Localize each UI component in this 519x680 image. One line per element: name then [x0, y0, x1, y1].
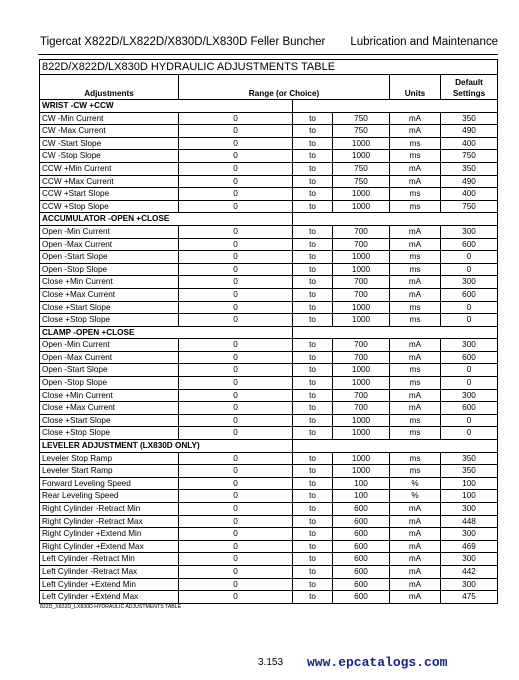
range-from: 0 [179, 477, 293, 490]
range-to: to [293, 477, 333, 490]
table-row [40, 238, 498, 251]
row-name: Leveler Start Ramp [40, 465, 179, 478]
page-number: 3.153 [258, 657, 284, 668]
range-max: 750 [333, 125, 390, 138]
unit-cell: mA [390, 339, 441, 352]
range-from: 0 [179, 553, 293, 566]
table-row [40, 225, 498, 238]
range-to: to [293, 503, 333, 516]
range-to: to [293, 364, 333, 377]
default-value: 0 [441, 414, 498, 427]
row-name: CCW +Max Current [40, 175, 179, 188]
range-from: 0 [179, 225, 293, 238]
range-from: 0 [179, 389, 293, 402]
table-row [40, 528, 498, 541]
range-max: 1000 [333, 314, 390, 327]
unit-cell: mA [390, 540, 441, 553]
default-value: 442 [441, 565, 498, 578]
range-max: 1000 [333, 364, 390, 377]
range-from: 0 [179, 515, 293, 528]
table-row [40, 288, 498, 301]
default-value: 600 [441, 351, 498, 364]
column-header-default-settings [441, 75, 498, 100]
range-max: 1000 [333, 263, 390, 276]
unit-cell: mA [390, 288, 441, 301]
unit-cell: ms [390, 200, 441, 213]
row-name: Right Cylinder -Retract Min [40, 503, 179, 516]
table-row [40, 515, 498, 528]
range-max: 100 [333, 477, 390, 490]
range-max: 700 [333, 288, 390, 301]
range-from: 0 [179, 112, 293, 125]
row-name: Close +Stop Slope [40, 427, 179, 440]
section-blank [293, 213, 498, 226]
default-value: 448 [441, 515, 498, 528]
table-row [40, 565, 498, 578]
range-from: 0 [179, 540, 293, 553]
range-max: 1000 [333, 301, 390, 314]
table-row [40, 402, 498, 415]
range-to: to [293, 288, 333, 301]
range-to: to [293, 276, 333, 289]
range-to: to [293, 137, 333, 150]
row-name: Close +Min Current [40, 276, 179, 289]
table-row [40, 351, 498, 364]
table-row [40, 452, 498, 465]
row-name: Left Cylinder +Extend Max [40, 591, 179, 604]
range-from: 0 [179, 200, 293, 213]
default-value: 600 [441, 288, 498, 301]
range-to: to [293, 162, 333, 175]
range-to: to [293, 515, 333, 528]
range-to: to [293, 125, 333, 138]
default-value: 350 [441, 162, 498, 175]
column-header-adjustments: Adjustments [40, 75, 179, 100]
default-value: 0 [441, 377, 498, 390]
default-value: 0 [441, 364, 498, 377]
range-to: to [293, 314, 333, 327]
row-name: Left Cylinder +Extend Min [40, 578, 179, 591]
table-row [40, 188, 498, 201]
default-header-line1: Default [455, 78, 483, 87]
default-value: 475 [441, 591, 498, 604]
range-from: 0 [179, 591, 293, 604]
range-max: 600 [333, 528, 390, 541]
range-from: 0 [179, 528, 293, 541]
range-from: 0 [179, 427, 293, 440]
range-max: 750 [333, 162, 390, 175]
range-from: 0 [179, 364, 293, 377]
row-name: Open -Min Current [40, 339, 179, 352]
section-title: LEVELER ADJUSTMENT (LX830D ONLY) [40, 440, 293, 453]
row-name: Open -Stop Slope [40, 377, 179, 390]
row-name: Open -Start Slope [40, 251, 179, 264]
range-to: to [293, 490, 333, 503]
table-row [40, 477, 498, 490]
unit-cell: ms [390, 414, 441, 427]
row-name: Forward Leveling Speed [40, 477, 179, 490]
default-value: 0 [441, 314, 498, 327]
default-value: 0 [441, 263, 498, 276]
table-title: 822D/X822D/LX830D HYDRAULIC ADJUSTMENTS TABLE [40, 60, 498, 75]
range-max: 1000 [333, 414, 390, 427]
table-row [40, 125, 498, 138]
unit-cell: mA [390, 162, 441, 175]
table-row [40, 263, 498, 276]
table-row [40, 591, 498, 604]
range-max: 600 [333, 515, 390, 528]
range-to: to [293, 578, 333, 591]
unit-cell: ms [390, 452, 441, 465]
range-max: 600 [333, 591, 390, 604]
range-to: to [293, 452, 333, 465]
row-name: Close +Stop Slope [40, 314, 179, 327]
range-from: 0 [179, 125, 293, 138]
unit-cell: ms [390, 188, 441, 201]
range-to: to [293, 377, 333, 390]
unit-cell: ms [390, 263, 441, 276]
unit-cell: ms [390, 150, 441, 163]
unit-cell: ms [390, 465, 441, 478]
range-to: to [293, 565, 333, 578]
section-blank [293, 100, 498, 113]
row-name: Right Cylinder +Extend Max [40, 540, 179, 553]
unit-cell: ms [390, 137, 441, 150]
range-to: to [293, 251, 333, 264]
default-value: 300 [441, 276, 498, 289]
table-row [40, 578, 498, 591]
table-row [40, 414, 498, 427]
range-max: 1000 [333, 452, 390, 465]
range-max: 600 [333, 553, 390, 566]
unit-cell: mA [390, 238, 441, 251]
default-value: 300 [441, 528, 498, 541]
row-name: Open -Max Current [40, 238, 179, 251]
section-header-row [40, 440, 498, 453]
default-value: 300 [441, 503, 498, 516]
table-row [40, 112, 498, 125]
header-divider [38, 54, 498, 55]
range-max: 750 [333, 112, 390, 125]
range-max: 700 [333, 389, 390, 402]
range-from: 0 [179, 578, 293, 591]
unit-cell: ms [390, 377, 441, 390]
section-title: WRIST -CW +CCW [40, 100, 293, 113]
table-row [40, 276, 498, 289]
range-to: to [293, 427, 333, 440]
range-from: 0 [179, 402, 293, 415]
range-max: 700 [333, 339, 390, 352]
default-value: 350 [441, 465, 498, 478]
row-name: Left Cylinder -Retract Min [40, 553, 179, 566]
row-name: Open -Stop Slope [40, 263, 179, 276]
range-from: 0 [179, 490, 293, 503]
default-value: 0 [441, 427, 498, 440]
range-from: 0 [179, 276, 293, 289]
range-max: 700 [333, 351, 390, 364]
row-name: Right Cylinder -Retract Max [40, 515, 179, 528]
range-from: 0 [179, 288, 293, 301]
unit-cell: mA [390, 112, 441, 125]
range-to: to [293, 402, 333, 415]
table-row [40, 301, 498, 314]
range-to: to [293, 263, 333, 276]
unit-cell: mA [390, 591, 441, 604]
default-value: 400 [441, 137, 498, 150]
unit-cell: ms [390, 314, 441, 327]
unit-cell: mA [390, 225, 441, 238]
range-from: 0 [179, 377, 293, 390]
unit-cell: mA [390, 553, 441, 566]
range-max: 1000 [333, 427, 390, 440]
table-row [40, 377, 498, 390]
range-to: to [293, 188, 333, 201]
unit-cell: mA [390, 515, 441, 528]
default-value: 300 [441, 389, 498, 402]
row-name: Left Cylinder -Retract Max [40, 565, 179, 578]
row-name: Open -Start Slope [40, 364, 179, 377]
row-name: Close +Start Slope [40, 301, 179, 314]
column-header-units: Units [390, 75, 441, 100]
unit-cell: mA [390, 175, 441, 188]
range-from: 0 [179, 162, 293, 175]
table-row [40, 339, 498, 352]
unit-cell: % [390, 477, 441, 490]
range-to: to [293, 238, 333, 251]
table-row [40, 540, 498, 553]
table-row [40, 150, 498, 163]
row-name: Leveler Stop Ramp [40, 452, 179, 465]
default-value: 750 [441, 200, 498, 213]
row-name: Close +Max Current [40, 402, 179, 415]
range-from: 0 [179, 238, 293, 251]
unit-cell: ms [390, 364, 441, 377]
range-to: to [293, 175, 333, 188]
unit-cell: mA [390, 351, 441, 364]
default-value: 469 [441, 540, 498, 553]
table-row [40, 503, 498, 516]
range-to: to [293, 591, 333, 604]
range-from: 0 [179, 465, 293, 478]
table-row [40, 251, 498, 264]
unit-cell: mA [390, 125, 441, 138]
row-name: CW -Min Current [40, 112, 179, 125]
unit-cell: ms [390, 427, 441, 440]
range-to: to [293, 150, 333, 163]
website-watermark: www.epcatalogs.com [307, 655, 448, 670]
row-name: Close +Min Current [40, 389, 179, 402]
range-from: 0 [179, 414, 293, 427]
range-max: 600 [333, 565, 390, 578]
range-from: 0 [179, 175, 293, 188]
range-from: 0 [179, 503, 293, 516]
hydraulic-adjustments-table [39, 59, 498, 604]
section-blank [293, 440, 498, 453]
range-to: to [293, 528, 333, 541]
range-from: 0 [179, 314, 293, 327]
table-row [40, 465, 498, 478]
range-from: 0 [179, 263, 293, 276]
section-header-row [40, 213, 498, 226]
default-value: 100 [441, 477, 498, 490]
range-max: 700 [333, 402, 390, 415]
unit-cell: mA [390, 503, 441, 516]
range-max: 600 [333, 540, 390, 553]
range-max: 100 [333, 490, 390, 503]
default-value: 300 [441, 339, 498, 352]
default-header-line2: Settings [452, 89, 486, 98]
default-value: 490 [441, 175, 498, 188]
range-from: 0 [179, 188, 293, 201]
range-to: to [293, 301, 333, 314]
range-to: to [293, 540, 333, 553]
unit-cell: ms [390, 251, 441, 264]
range-from: 0 [179, 565, 293, 578]
range-max: 700 [333, 225, 390, 238]
row-name: Close +Start Slope [40, 414, 179, 427]
default-value: 300 [441, 225, 498, 238]
range-max: 600 [333, 578, 390, 591]
range-to: to [293, 112, 333, 125]
table-header-row [40, 75, 498, 100]
row-name: Open -Max Current [40, 351, 179, 364]
default-value: 490 [441, 125, 498, 138]
table-row [40, 162, 498, 175]
unit-cell: mA [390, 578, 441, 591]
range-max: 700 [333, 276, 390, 289]
default-value: 300 [441, 578, 498, 591]
range-from: 0 [179, 339, 293, 352]
section-title: CLAMP -OPEN +CLOSE [40, 326, 293, 339]
range-from: 0 [179, 452, 293, 465]
default-value: 600 [441, 238, 498, 251]
range-max: 1000 [333, 200, 390, 213]
unit-cell: mA [390, 389, 441, 402]
range-from: 0 [179, 351, 293, 364]
table-row [40, 427, 498, 440]
section-title: ACCUMULATOR -OPEN +CLOSE [40, 213, 293, 226]
range-to: to [293, 465, 333, 478]
unit-cell: mA [390, 402, 441, 415]
row-name: Close +Max Current [40, 288, 179, 301]
unit-cell: mA [390, 565, 441, 578]
row-name: CW -Max Current [40, 125, 179, 138]
range-to: to [293, 339, 333, 352]
row-name: CCW +Start Slope [40, 188, 179, 201]
range-max: 1000 [333, 465, 390, 478]
range-to: to [293, 351, 333, 364]
row-name: CCW +Stop Slope [40, 200, 179, 213]
table-row [40, 200, 498, 213]
table-row [40, 364, 498, 377]
table-row [40, 389, 498, 402]
row-name: Rear Leveling Speed [40, 490, 179, 503]
range-max: 600 [333, 503, 390, 516]
default-value: 0 [441, 301, 498, 314]
unit-cell: mA [390, 276, 441, 289]
section-blank [293, 326, 498, 339]
range-from: 0 [179, 301, 293, 314]
range-to: to [293, 200, 333, 213]
default-value: 400 [441, 188, 498, 201]
table-row [40, 490, 498, 503]
range-to: to [293, 225, 333, 238]
default-value: 600 [441, 402, 498, 415]
range-to: to [293, 414, 333, 427]
row-name: CCW +Min Current [40, 162, 179, 175]
row-name: CW -Start Slope [40, 137, 179, 150]
range-from: 0 [179, 137, 293, 150]
range-to: to [293, 389, 333, 402]
row-name: Open -Min Current [40, 225, 179, 238]
document-header-title: Tigercat X822D/LX822D/X830D/LX830D Feller Buncher [40, 36, 326, 48]
default-value: 0 [441, 251, 498, 264]
unit-cell: % [390, 490, 441, 503]
row-name: Right Cylinder +Extend Min [40, 528, 179, 541]
range-max: 1000 [333, 137, 390, 150]
column-header-range: Range (or Choice) [179, 75, 390, 100]
table-row [40, 553, 498, 566]
section-header-row [40, 100, 498, 113]
document-section-title: Lubrication and Maintenance [350, 36, 498, 48]
range-from: 0 [179, 251, 293, 264]
table-caption: 822D_X822D_LX830D HYDRAULIC ADJUSTMENTS TABLE [40, 604, 182, 610]
table-row [40, 175, 498, 188]
table-row [40, 137, 498, 150]
range-max: 750 [333, 175, 390, 188]
default-value: 300 [441, 553, 498, 566]
range-max: 700 [333, 238, 390, 251]
range-max: 1000 [333, 251, 390, 264]
range-max: 1000 [333, 150, 390, 163]
unit-cell: ms [390, 301, 441, 314]
unit-cell: mA [390, 528, 441, 541]
section-header-row [40, 326, 498, 339]
table-row [40, 314, 498, 327]
default-value: 100 [441, 490, 498, 503]
range-to: to [293, 553, 333, 566]
default-value: 750 [441, 150, 498, 163]
row-name: CW -Stop Slope [40, 150, 179, 163]
range-max: 1000 [333, 188, 390, 201]
default-value: 350 [441, 452, 498, 465]
default-value: 350 [441, 112, 498, 125]
range-max: 1000 [333, 377, 390, 390]
range-from: 0 [179, 150, 293, 163]
